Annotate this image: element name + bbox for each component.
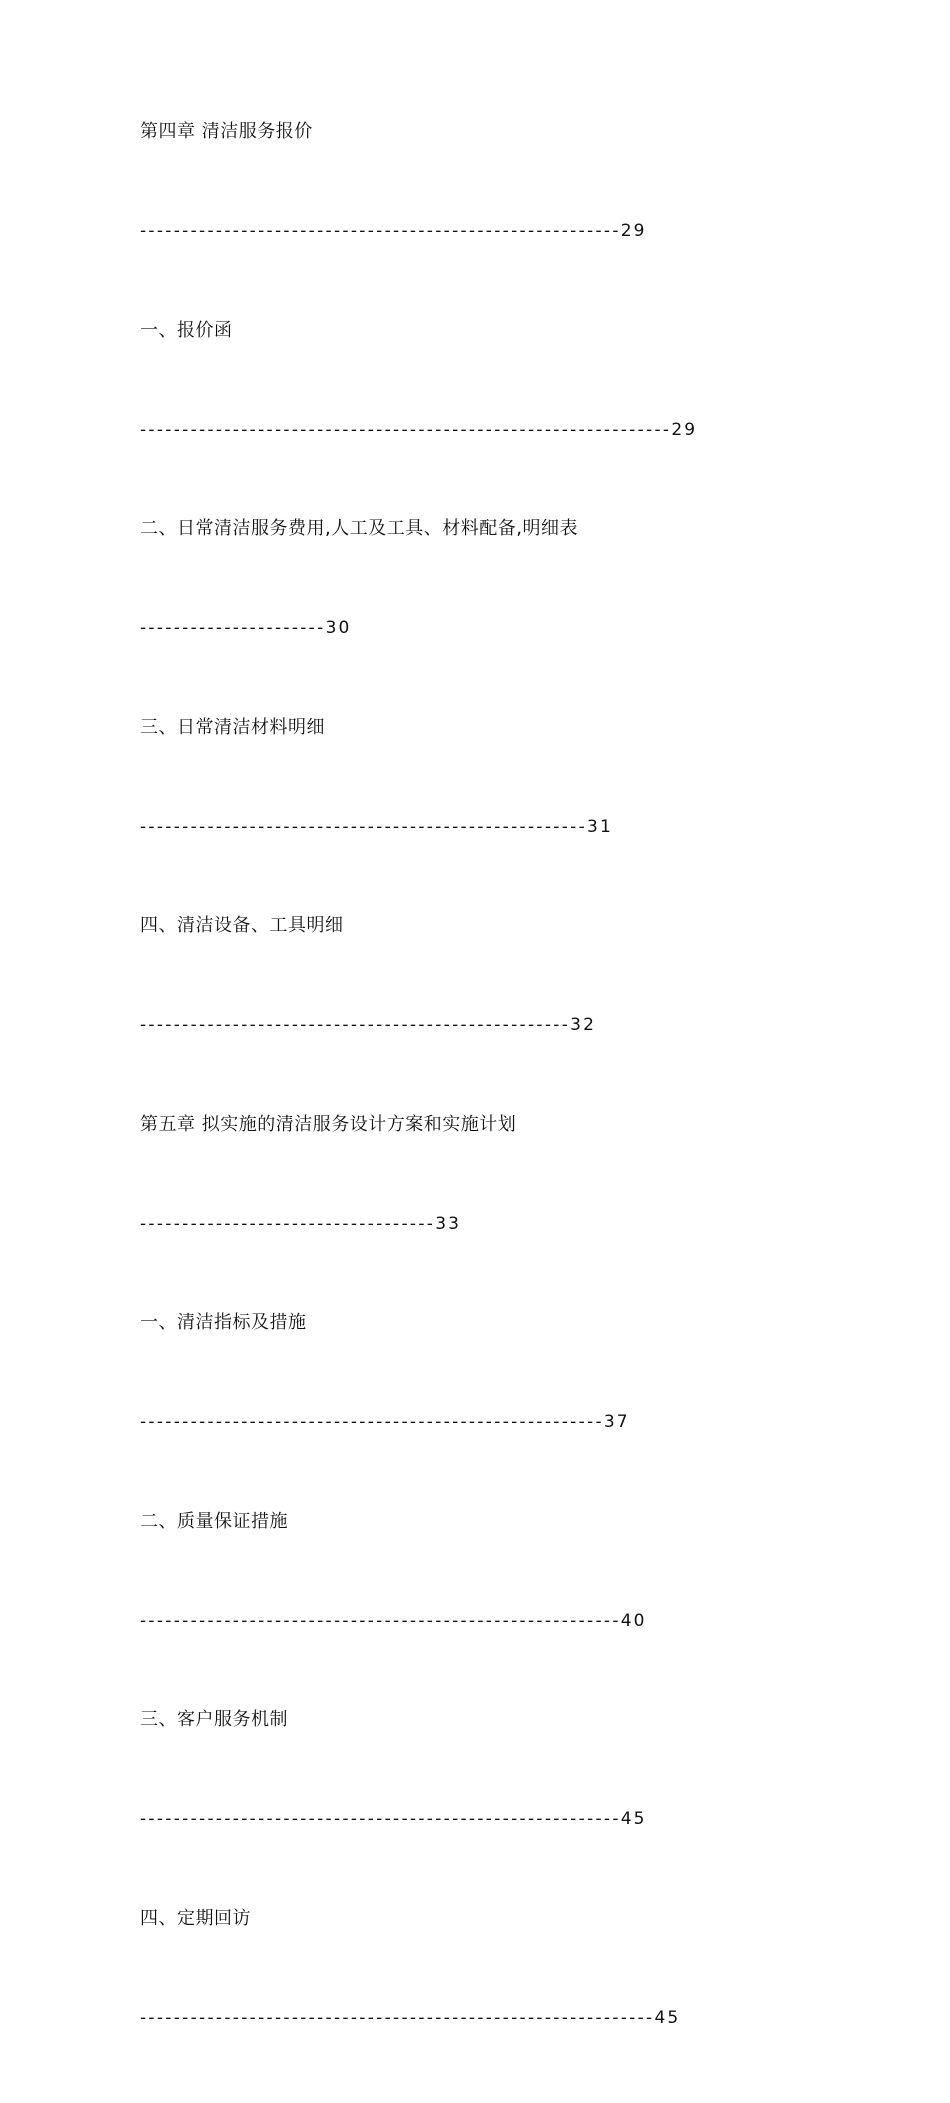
toc-entry-title: 三、日常清洁材料明细 — [140, 714, 900, 813]
toc-entry-title: 二、日常清洁服务费用,人工及工具、材料配备,明细表 — [140, 515, 900, 614]
toc-entry — [140, 515, 900, 714]
toc-entry-leader — [140, 416, 900, 515]
toc-dot-leader: ---------------------- — [140, 618, 326, 638]
toc-entry-leader — [140, 614, 900, 713]
toc-entry — [140, 118, 900, 317]
toc-dot-leader: ------------------------------------------------------- — [140, 1412, 604, 1432]
toc-entry — [140, 317, 900, 516]
toc-entry-leader — [140, 1408, 900, 1507]
toc-entry-leader — [140, 1011, 900, 1110]
toc-entry-leader — [140, 1607, 900, 1706]
toc-entry — [140, 912, 900, 1111]
toc-entry-leader — [140, 217, 900, 316]
toc-dot-leader: ----------------------------------- — [140, 1214, 435, 1234]
toc-entry — [140, 1905, 900, 2103]
table-of-contents — [140, 118, 900, 2103]
toc-page-number: 37 — [604, 1412, 630, 1432]
toc-entry — [140, 714, 900, 913]
toc-entry — [140, 1508, 900, 1707]
toc-entry-title: 第五章 拟实施的清洁服务设计方案和实施计划 — [140, 1111, 900, 1210]
toc-entry-title: 一、清洁指标及措施 — [140, 1309, 900, 1408]
toc-entry-title: 二、质量保证措施 — [140, 1508, 900, 1607]
toc-dot-leader: --------------------------------------------------------- — [140, 1809, 621, 1829]
toc-page-number: 40 — [621, 1611, 647, 1631]
toc-entry — [140, 1111, 900, 1310]
toc-dot-leader: ----------------------------------------------------- — [140, 817, 587, 837]
toc-dot-leader: --------------------------------------------------------------- — [140, 420, 671, 440]
toc-entry-title: 四、清洁设备、工具明细 — [140, 912, 900, 1011]
toc-page-number: 45 — [621, 1809, 647, 1829]
toc-entry-title: 四、定期回访 — [140, 1905, 900, 2004]
toc-entry-leader — [140, 2004, 900, 2103]
toc-dot-leader: --------------------------------------------------------- — [140, 1611, 621, 1631]
toc-dot-leader: --------------------------------------------------- — [140, 1015, 570, 1035]
toc-entry-leader — [140, 1210, 900, 1309]
toc-page-number: 32 — [570, 1015, 596, 1035]
toc-page-number: 30 — [326, 618, 352, 638]
toc-entry-leader — [140, 1805, 900, 1904]
toc-page-number: 29 — [621, 221, 647, 241]
toc-entry — [140, 1706, 900, 1905]
toc-entry-leader — [140, 813, 900, 912]
toc-dot-leader: ------------------------------------------------------------- — [140, 2008, 655, 2028]
toc-page-number: 29 — [671, 420, 697, 440]
toc-entry-title: 一、报价函 — [140, 317, 900, 416]
toc-page-number: 31 — [587, 817, 613, 837]
toc-entry-title: 第四章 清洁服务报价 — [140, 118, 900, 217]
toc-page-number: 33 — [435, 1214, 461, 1234]
toc-entry-title: 三、客户服务机制 — [140, 1706, 900, 1805]
toc-entry — [140, 1309, 900, 1508]
toc-page-number: 45 — [655, 2008, 681, 2028]
toc-dot-leader: --------------------------------------------------------- — [140, 221, 621, 241]
